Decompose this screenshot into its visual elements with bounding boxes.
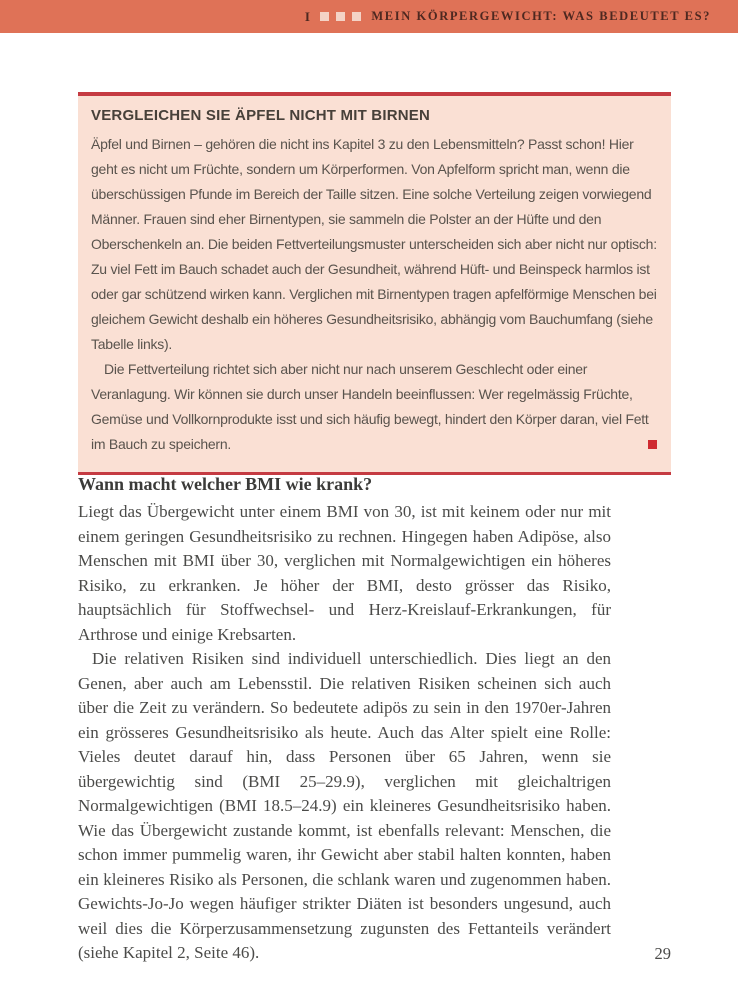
- square-icon: [320, 12, 329, 21]
- section-heading: Wann macht welcher BMI wie krank?: [78, 474, 373, 494]
- infobox-paragraph: [91, 357, 657, 457]
- page-number: 29: [654, 944, 671, 963]
- body-paragraph: Die relativen Risiken sind individuell unterschiedlich. Dies liegt an den Genen, aber auch am Lebensstil. Die relativen Risiken scheinen sich auch über die Zeit zu verändern. So bedeutete adipös zu sein in den 1970er-Jahren ein grösseres Gesundheitsrisiko als heute. Auch das Alter spielt eine Rolle: Vieles deutet darauf hin, dass Personen über 65 Jahren, wenn sie übergewichtig sind (BMI 25–29.9), verglichen mit gleichaltrigen Normalgewichtigen (BMI 18.5–24.9) ein kleineres Gesundheitsrisiko haben. Wie das Übergewicht zustande kommt, ist ebenfalls relevant: Menschen, die schon immer pummelig waren, ihr Gewicht aber stabil halten konnten, haben ein kleineres Risiko als Personen, die schlank waren und zugenommen haben. Gewichts-Jo-Jo wegen häufiger strikter Diäten ist besonders ungesund, auch weil dies die Körperzusammensetzung zugunsten des Fettanteils verändert (siehe Kapitel 2, Seite 46).: [78, 649, 611, 962]
- body-paragraph: Liegt das Übergewicht unter einem BMI von 30, ist mit keinem oder nur mit einem geringen Gesundheitsrisiko zu rechnen. Hingegen haben Adipöse, also Menschen mit BMI über 30, verglichen mit Normalgewichtigen ein höheres Risiko, zu erkranken. Je höher der BMI, desto grösser das Risiko, hauptsächlich für Stoffwechsel- und Herz-Kreislauf-Erkrankungen, für Arthrose und einige Krebsarten.: [78, 502, 611, 644]
- main-text-column: [78, 474, 611, 966]
- infobox-title: VERGLEICHEN SIE ÄPFEL NICHT MIT BIRNEN: [91, 107, 431, 124]
- chapter-title: MEIN KÖRPERGEWICHT: WAS BEDEUTET ES?: [371, 9, 711, 23]
- chapter-numeral: I: [304, 8, 312, 24]
- sidebar-infobox: [78, 92, 671, 475]
- infobox-paragraph-text: Die Fettverteilung richtet sich aber nicht nur nach unserem Geschlecht oder einer Veranlagung. Wir können sie durch unser Handeln beeinflussen: Wer regelmässig Früchte, Gemüse und Vollkornprodukte isst und sich häufig bewegt, hindert den Körper daran, viel Fett im Bauch zu speichern.: [91, 361, 649, 452]
- paragraph-end-marker-icon: [648, 440, 657, 449]
- chapter-header-bar: [0, 0, 738, 33]
- square-icon: [352, 12, 361, 21]
- square-icon: [336, 12, 345, 21]
- infobox-paragraph: Äpfel und Birnen – gehören die nicht ins Kapitel 3 zu den Lebensmitteln? Passt schon! Hier geht es nicht um Früchte, sondern um Körperformen. Von Apfelform spricht man, wenn die überschüssigen Pfunde im Bereich der Taille sitzen. Eine solche Verteilung zeigen vorwiegend Männer. Frauen sind eher Birnentypen, sie sammeln die Polster an der Hüfte und den Oberschenkeln an. Die beiden Fettverteilungsmuster unterscheiden sich aber nicht nur optisch: Zu viel Fett im Bauch schadet auch der Gesundheit, während Hüft- und Beinspeck harmlos ist oder gar schützend wirken kann. Verglichen mit Birnentypen tragen apfelförmige Menschen bei gleichem Gewicht deshalb ein höheres Gesundheitsrisiko, abhängig vom Bauchumfang (siehe Tabelle links).: [91, 136, 657, 352]
- chapter-marker-squares: [320, 12, 361, 21]
